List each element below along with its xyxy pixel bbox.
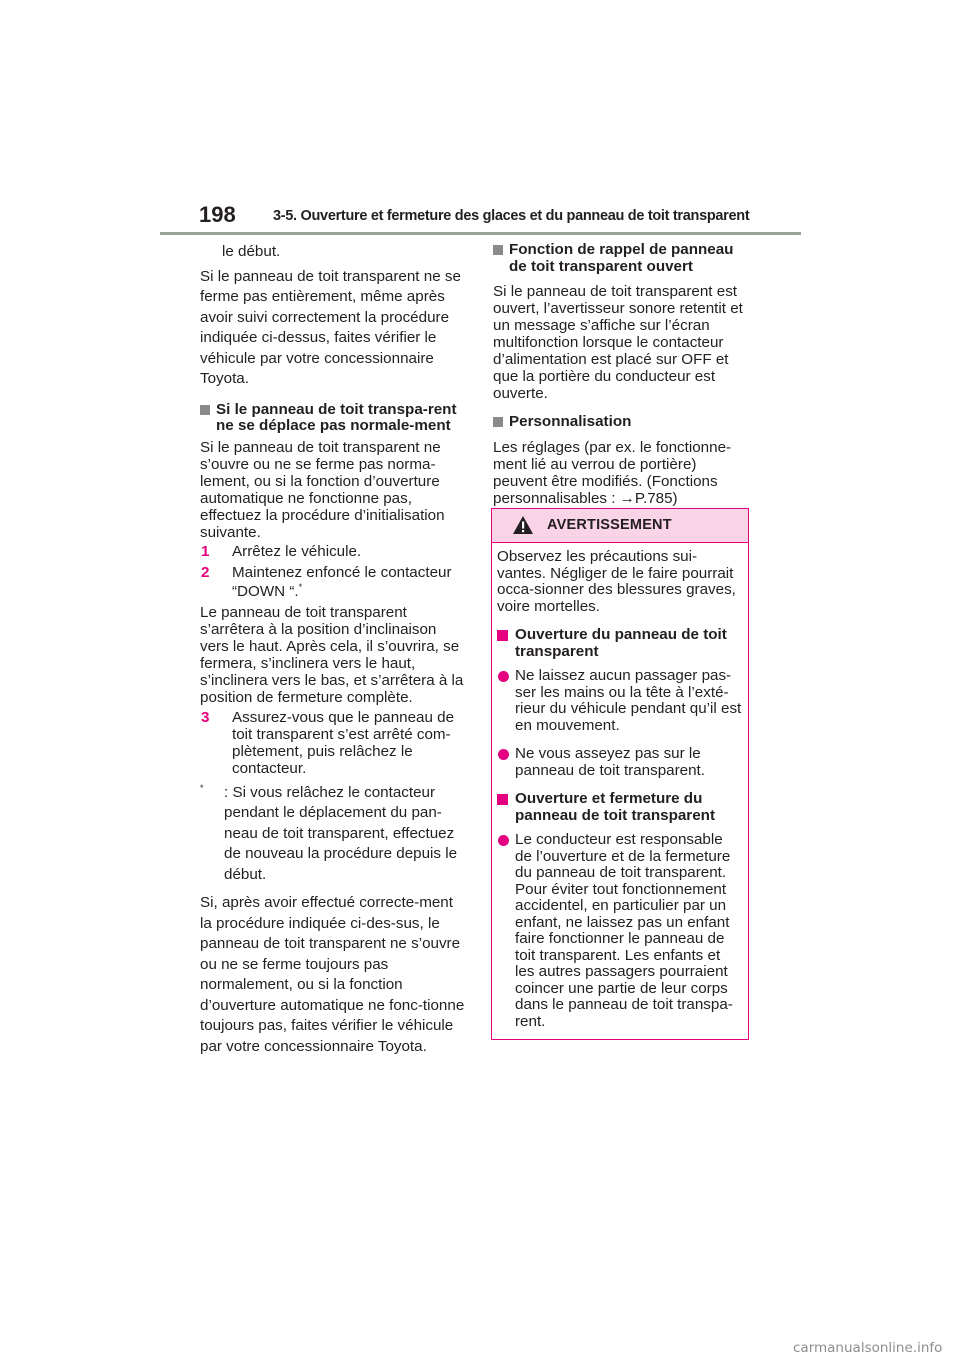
warning-header [492, 509, 748, 543]
step-number: 3 [201, 708, 210, 726]
step-2 [200, 563, 468, 601]
step-3 [200, 709, 468, 777]
initialization-paragraph: Si le panneau de toit transparent ne s’ouvre ou ne se ferme pas norma-lement, ou si la fonction d’ouverture automatique ne fonctionne pas, effectuez la procédure d’initialisation suivante. [200, 438, 445, 541]
page-number: 198 [199, 202, 236, 227]
bullet-dot-icon [498, 671, 509, 682]
watermark: carmanualsonline.info [793, 1340, 943, 1356]
bullet-text: Ne laissez aucun passager pas-ser les mains ou la tête à l’exté-rieur du véhicule pendant qu’il est en mouvement. [515, 667, 742, 734]
step-number: 2 [201, 563, 210, 581]
footnote-text: : Si vous relâchez le contacteur pendant le déplacement du pan-neau de toit transparent, effectuez de nouveau la procédure depuis le début. [224, 783, 458, 883]
warning-bullet-sit [497, 746, 743, 779]
heading-square-icon [493, 417, 503, 427]
warning-triangle-icon [512, 515, 534, 535]
warning-bullet-hands [497, 668, 743, 734]
warning-heading-text: Ouverture et fermeture du panneau de toit transparent [515, 790, 715, 824]
left-column [200, 242, 468, 1057]
step-number: 1 [201, 542, 210, 560]
warning-heading-text: Ouverture du panneau de toit transparent [515, 626, 727, 660]
personalisation-paragraph: Les réglages (par ex. le fonctionne-ment lié au verrou de portière) peuvent être modifiés. (Fonctions personnalisables : →P.785) [493, 438, 732, 507]
right-column [493, 242, 751, 507]
intro-paragraph: Si le panneau de toit transparent ne se ferme pas entièrement, même après avoir suivi correctement la procédure indiquée ci-dessus, faites vérifier le véhicule par votre concessionnaire Toyota. [200, 267, 461, 387]
warning-heading-open-close [497, 791, 743, 824]
section-heading-not-moving [200, 402, 468, 435]
footnote [200, 783, 468, 886]
warning-heading-opening [497, 627, 743, 660]
section-heading-reminder [493, 242, 751, 275]
section-heading-personalisation [493, 414, 751, 431]
initialization-result-paragraph: Le panneau de toit transparent s’arrêtera à la position d’inclinaison vers le haut. Après cela, il s’ouvrira, se fermera, s’inclinera vers le haut, s’inclinera vers le bas, et s’arrêtera à la position de fermeture complète. [200, 603, 464, 706]
warning-bullet-driver [497, 832, 743, 1030]
step-text: Maintenez enfoncé le contacteur “DOWN “. [232, 563, 452, 600]
warning-box [491, 508, 749, 1040]
warning-square-icon [497, 630, 508, 641]
warning-body [497, 549, 743, 1030]
header-rule [160, 232, 801, 235]
section-title: 3-5. Ouverture et fermeture des glaces et du panneau de toit transparent [273, 208, 750, 224]
warning-square-icon [497, 794, 508, 805]
reminder-paragraph: Si le panneau de toit transparent est ouvert, l’avertisseur sonore retentit et un message s’affiche sur l’écran multifonction lorsque le contacteur d’alimentation est placé sur OFF et que la portière du conducteur est ouverte. [493, 283, 743, 402]
step-text: Assurez-vous que le panneau de toit transparent s’est arrêté com-plètement, puis relâchez le contacteur. [232, 708, 455, 777]
step-1 [200, 543, 468, 560]
final-paragraph: Si, après avoir effectué correcte-ment la procédure indiquée ci-des-sus, le panneau de toit transparent ne s’ouvre ou ne se ferme toujours pas normalement, ou si la fonction d’ouverture automatique ne fonc-tionne toujours pas, faites vérifier le véhicule par votre concessionnaire Toyota. [200, 894, 465, 1055]
bullet-text: Le conducteur est responsable de l’ouverture et de la fermeture du panneau de toit transparent. Pour éviter tout fonctionnement accidentel, en particulier par un enfant, ne laissez pas un enfant faire fonctionner le panneau de toit transparent. Les enfants et les autres passagers pourraient coincer une partie de leur corps dans le panneau de toit transpa-rent. [515, 831, 733, 1030]
footnote-reference: * [298, 581, 303, 592]
footnote-mark: * [200, 782, 204, 793]
heading-text: Fonction de rappel de panneau de toit transparent ouvert [509, 241, 734, 275]
intro-continuation: le début. [222, 243, 281, 260]
heading-text: Personnalisation [509, 413, 632, 430]
warning-intro: Observez les précautions sui-vantes. Négliger de le faire pourrait occa-sionner des blessures graves, voire mortelles. [497, 548, 736, 615]
heading-text: Si le panneau de toit transpa-rent ne se déplace pas normale-ment [216, 400, 457, 434]
bullet-dot-icon [498, 835, 509, 846]
warning-title: AVERTISSEMENT [547, 517, 672, 533]
bullet-dot-icon [498, 749, 509, 760]
step-text: Arrêtez le véhicule. [232, 542, 362, 560]
heading-square-icon [493, 245, 503, 255]
heading-square-icon [200, 405, 210, 415]
bullet-text: Ne vous asseyez pas sur le panneau de toit transparent. [515, 745, 705, 779]
